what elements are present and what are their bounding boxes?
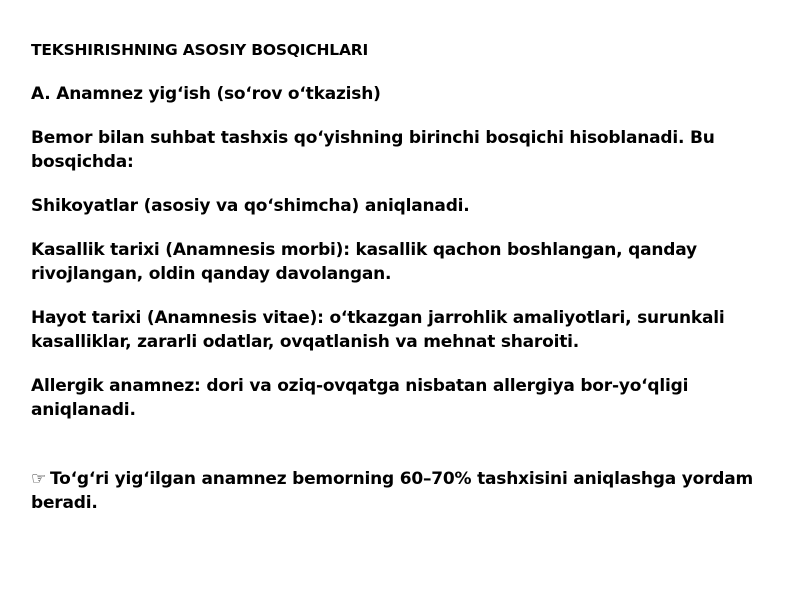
intro-paragraph: Bemor bilan suhbat tashxis qo‘yishning birinchi bosqichi hisoblanadi. Bu bosqichda:	[31, 128, 715, 172]
document-title: TEKSHIRISHNING ASOSIY BOSQICHLARI	[31, 41, 369, 59]
complaints-paragraph: Shikoyatlar (asosiy va qo‘shimcha) aniqlanadi.	[31, 196, 470, 216]
pointing-hand-icon: ☞	[31, 469, 47, 489]
note-text: To‘g‘ri yig‘ilgan anamnez bemorning 60–70% tashxisini aniqlashga yordam beradi.	[31, 469, 754, 513]
life-history-paragraph: Hayot tarixi (Anamnesis vitae): o‘tkazgan jarrohlik amaliyotlari, surunkali kasalliklar, zararli odatlar, ovqatlanish va mehnat sharoiti.	[31, 308, 725, 352]
disease-history-paragraph: Kasallik tarixi (Anamnesis morbi): kasallik qachon boshlangan, qanday rivojlangan, oldin qanday davolangan.	[31, 240, 697, 284]
allergy-history-paragraph: Allergik anamnez: dori va oziq-ovqatga nisbatan allergiya bor-yo‘qligi aniqlanadi.	[31, 376, 689, 420]
document-page	[31, 38, 781, 535]
section-heading: A. Anamnez yig‘ish (so‘rov o‘tkazish)	[31, 84, 381, 104]
note-paragraph	[31, 467, 781, 515]
